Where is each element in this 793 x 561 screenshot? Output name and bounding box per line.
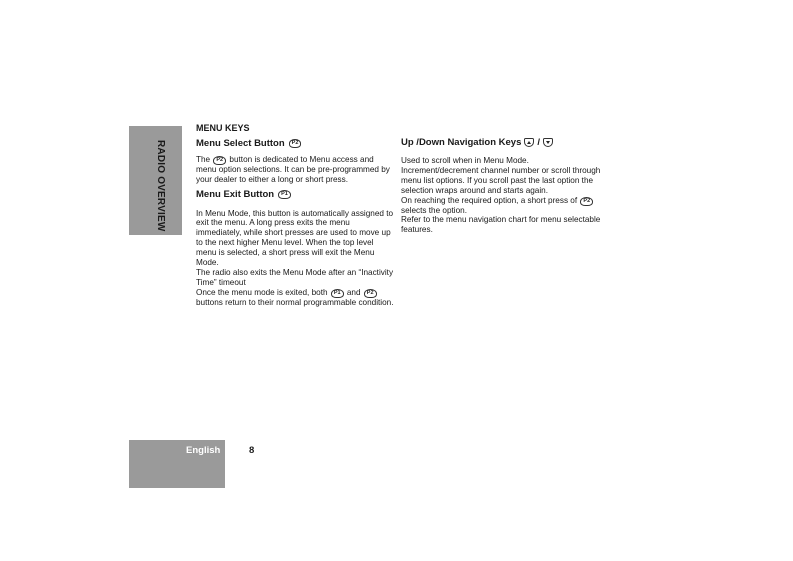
left-column [196,124,396,308]
menu-exit-text-and: and [346,287,361,297]
side-section-label: RADIO OVERVIEW [155,140,166,232]
section-title: MENU KEYS [196,123,250,133]
menu-select-text-b: button is dedicated to Menu access and menu option selections. It can be pre-programmed by your dealer to either a long or short press. [196,154,390,184]
menu-exit-text-a: Once the menu mode is exited, both [196,287,328,297]
navigation-paragraph-2: Increment/decrement channel number or scroll through menu list options. If you scroll past the last option the selection wraps around and starts again. [401,165,601,195]
menu-exit-paragraph-1: In Menu Mode, this button is automatically assigned to exit the menu. A long press exits the menu immediately, while short presses are used to move up to the next higher Menu level. When the top level menu is selected, a short press will exit the Menu Mode. [196,208,394,268]
menu-exit-paragraph-2: The radio also exits the Menu Mode after an “Inactivity Time” timeout [196,267,394,287]
p2-key-icon: P2 [580,197,593,206]
navigation-paragraph-4: Refer to the menu navigation chart for menu selectable features. [401,215,601,235]
menu-select-heading-text: Menu Select Button [196,137,285,149]
p1-key-icon: P1 [331,289,344,298]
menu-exit-heading [196,190,396,200]
page-number: 8 [249,445,255,456]
menu-exit-heading-text: Menu Exit Button [196,188,275,200]
navigation-paragraph-3 [401,196,601,216]
p2-key-icon: P2 [213,156,226,165]
navigation-keys-heading-text: Up /Down Navigation Keys [401,137,522,148]
right-column [401,138,601,235]
down-arrow-key-icon [543,138,553,147]
menu-exit-text-b: buttons return to their normal programmable condition. [196,297,394,307]
footer-language: English [186,445,221,456]
navigation-text-a: On reaching the required option, a short press of [401,195,578,205]
p2-key-icon: P2 [289,139,302,148]
up-arrow-key-icon [524,138,534,147]
menu-select-text-a: The [196,154,211,164]
p1-key-icon: P1 [278,190,291,199]
navigation-text-b: selects the option. [401,205,467,215]
navigation-keys-heading [401,138,601,148]
menu-select-paragraph [196,155,396,185]
menu-select-heading [196,139,396,149]
navigation-paragraph-1: Used to scroll when in Menu Mode. [401,155,529,165]
heading-slash: / [537,137,540,148]
menu-exit-paragraph-3 [196,288,396,308]
p2-key-icon: P2 [364,289,377,298]
